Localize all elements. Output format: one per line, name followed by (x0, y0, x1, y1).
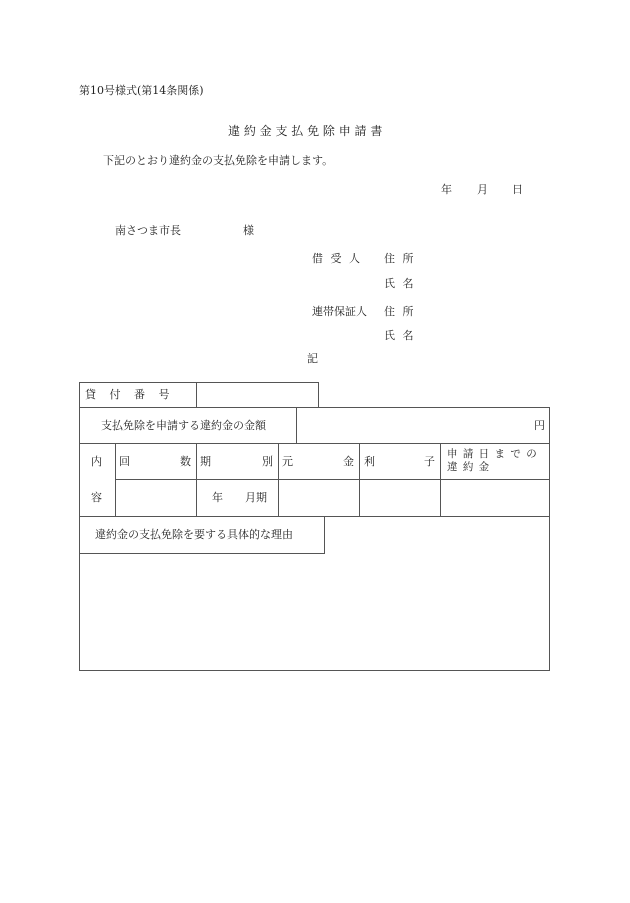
penalty-field[interactable] (442, 481, 548, 514)
period-value: 年 月期 (212, 491, 267, 504)
naiyou-char-1: 内 (91, 455, 102, 468)
date-year-label: 年 (441, 183, 452, 196)
col-count-label-2: 数 (180, 455, 191, 468)
guarantor-name-label: 氏 名 (384, 329, 416, 342)
amount-field[interactable] (298, 409, 528, 441)
amount-divider (296, 407, 297, 443)
interest-field[interactable] (361, 481, 438, 514)
addressee-name: 南さつま市長 (115, 224, 181, 237)
col-penalty-label-2: 違 約 金 (447, 461, 491, 473)
col-principal-label: 元 (282, 455, 293, 468)
date-month-label: 月 (477, 183, 488, 196)
col-penalty-label-1: 申 請 日 ま で の (447, 448, 538, 460)
naiyou-char-2: 容 (91, 491, 102, 504)
row-divider-1 (79, 443, 550, 444)
addressee-honorific: 様 (243, 224, 254, 237)
form-number: 第10号様式(第14条関係) (79, 84, 204, 97)
reason-label: 違約金の支払免除を要する具体的な理由 (95, 528, 293, 541)
col-interest-label-2: 子 (424, 455, 435, 468)
intro-text: 下記のとおり違約金の支払免除を申請します。 (103, 154, 334, 167)
col-interest-label: 利 (364, 455, 375, 468)
reason-label-bottom-border (79, 553, 325, 554)
ki-label: 記 (307, 352, 318, 365)
yen-label: 円 (534, 419, 545, 432)
reason-label-right-border (324, 516, 325, 553)
row-divider-2 (115, 479, 550, 480)
loan-number-divider (196, 382, 197, 408)
borrower-name-label: 氏 名 (384, 277, 416, 290)
date-day-label: 日 (512, 183, 523, 196)
borrower-label: 借 受 人 (312, 252, 362, 265)
col-period-label-2: 別 (262, 455, 273, 468)
loan-number-field[interactable] (198, 384, 316, 406)
count-field[interactable] (117, 481, 194, 514)
col-period-label: 期 (200, 455, 211, 468)
form-title: 違 約 金 支 払 免 除 申 請 書 (228, 124, 383, 138)
borrower-address-label: 住 所 (384, 252, 416, 265)
reason-field[interactable] (81, 556, 548, 669)
row-divider-3 (79, 516, 550, 517)
col-principal-label-2: 金 (343, 455, 354, 468)
principal-field[interactable] (280, 481, 357, 514)
amount-label: 支払免除を申請する違約金の金額 (101, 419, 266, 432)
col-count-label: 回 (119, 455, 130, 468)
loan-number-label: 貸 付 番 号 (85, 388, 175, 401)
guarantor-address-label: 住 所 (384, 305, 416, 318)
guarantor-label: 連帯保証人 (312, 305, 367, 318)
